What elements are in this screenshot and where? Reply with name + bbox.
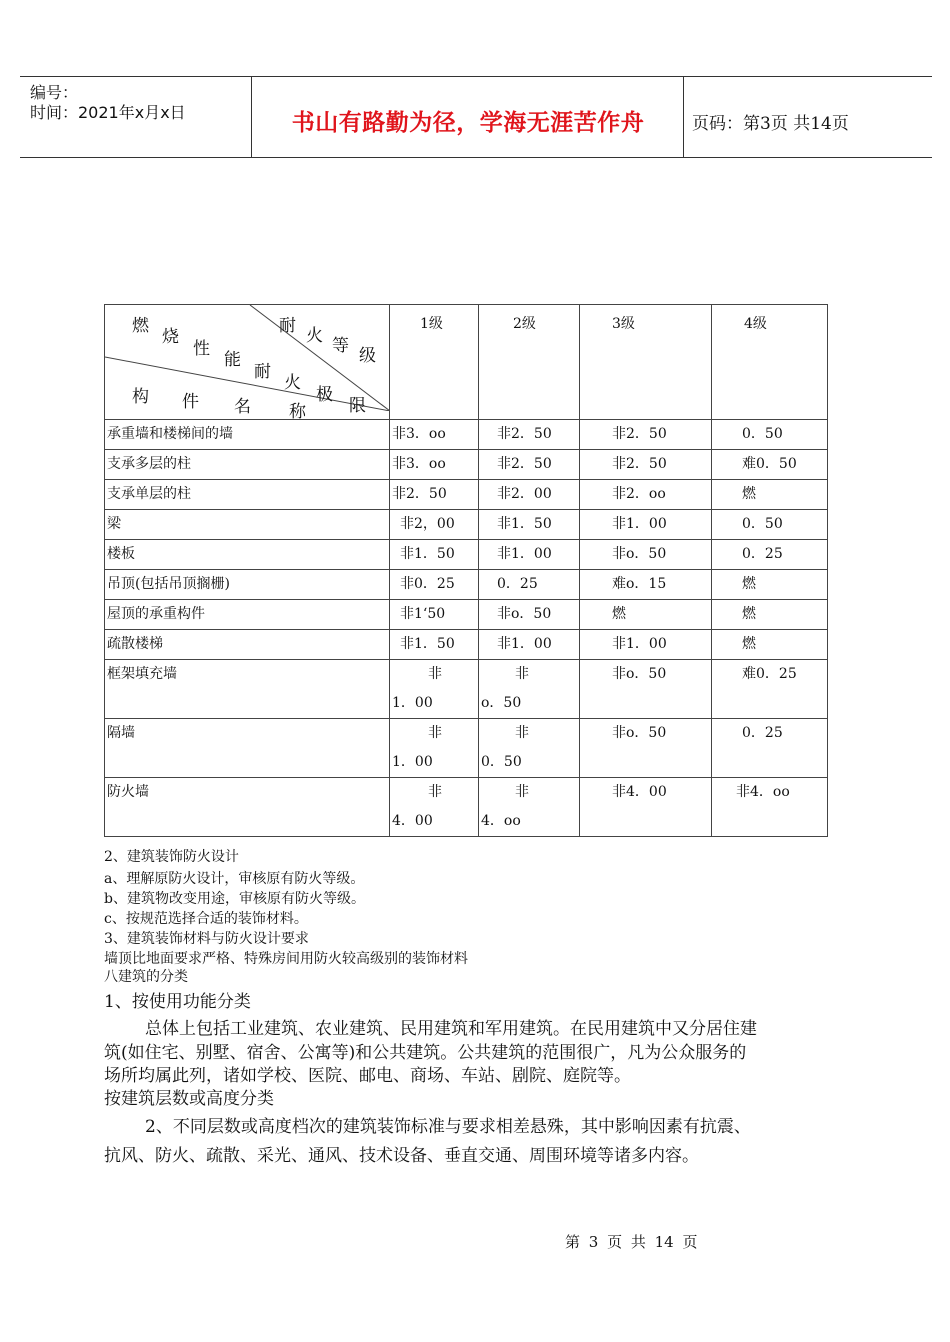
cell-line: 非 (515, 666, 529, 682)
table-cell (479, 660, 580, 719)
diagonal-char: 烧 (162, 327, 179, 347)
diagonal-char: 能 (224, 350, 241, 370)
component-name: 屋顶的承重构件 (105, 600, 390, 630)
table-cell: 非1．00 (479, 540, 580, 570)
number-label: 编号： (30, 83, 79, 102)
diagonal-char: 名 (234, 397, 251, 417)
paragraph-line: 总体上包括工业建筑、农业建筑、民用建筑和军用建筑。在民用建筑中又分居住建 (145, 1019, 757, 1039)
diagonal-char: 件 (182, 392, 199, 412)
header-meta (30, 83, 186, 123)
diagonal-char: 火 (306, 326, 323, 346)
table-cell: 难0．50 (712, 450, 828, 480)
table-cell: 非o．50 (580, 540, 712, 570)
table-cell: 非2．50 (580, 450, 712, 480)
list-item: c、按规范选择合适的装饰材料。 (104, 911, 308, 927)
table-row (105, 719, 828, 778)
table-cell: 非3．oo (390, 450, 479, 480)
cell-line: 非 (428, 725, 442, 741)
table-cell (479, 778, 580, 837)
table-cell: 非0．25 (390, 570, 479, 600)
cell-line: 非 (515, 725, 529, 741)
cell-line: 非 (428, 784, 442, 800)
fire-resistance-table (104, 304, 828, 837)
table-row (105, 600, 828, 630)
paragraph-line: 墙顶比地面要求严格、特殊房间用防火较高级别的装饰材料 (104, 951, 468, 967)
table-cell: 非o．50 (479, 600, 580, 630)
table-cell: 0．25 (712, 719, 828, 778)
table-cell: 非o．50 (580, 660, 712, 719)
table-cell: 非1．50 (390, 540, 479, 570)
paragraph-line: 抗风、防火、疏散、采光、通风、技术设备、垂直交通、周围环境等诸多内容。 (104, 1146, 699, 1166)
diagonal-char: 限 (349, 396, 366, 416)
component-name: 框架填充墙 (105, 660, 390, 719)
diagonal-char: 耐 (254, 362, 271, 382)
header-page-number: 页码：第3页 共14页 (692, 114, 849, 134)
table-cell: 非2．50 (479, 420, 580, 450)
cell-line: 1．00 (392, 695, 433, 711)
cell-line: 0．50 (481, 754, 522, 770)
table-cell: 非4．00 (580, 778, 712, 837)
table-cell: 非2．50 (580, 420, 712, 450)
table-row (105, 420, 828, 450)
table-cell: 非1．50 (390, 630, 479, 660)
table-cell: 非1．00 (479, 630, 580, 660)
table-cell: 非2．50 (479, 450, 580, 480)
diagonal-char: 级 (359, 346, 376, 366)
diagonal-char: 极 (316, 385, 333, 405)
diagonal-char: 称 (289, 402, 306, 422)
table-cell: 燃 (712, 630, 828, 660)
paragraph-line: 2、不同层数或高度档次的建筑装饰标准与要求相差悬殊，其中影响因素有抗震、 (145, 1117, 751, 1137)
table-cell (390, 719, 479, 778)
table-row (105, 480, 828, 510)
table-cell: 非2，00 (390, 510, 479, 540)
paragraph-line: 筑(如住宅、别墅、宿舍、公寓等)和公共建筑。公共建筑的范围很广，凡为公众服务的 (104, 1043, 747, 1063)
header-divider (683, 77, 684, 157)
diagonal-header-cell (105, 305, 390, 420)
diagonal-char: 性 (193, 339, 210, 359)
table-cell: 0．50 (712, 420, 828, 450)
component-name: 楼板 (105, 540, 390, 570)
cell-line: 1．00 (392, 754, 433, 770)
table-cell: 非2．50 (390, 480, 479, 510)
component-name: 梁 (105, 510, 390, 540)
table-row (105, 778, 828, 837)
cell-line: 4．00 (392, 813, 433, 829)
table-cell: 燃 (712, 570, 828, 600)
cell-line: 非 (515, 784, 529, 800)
component-name: 防火墙 (105, 778, 390, 837)
section-heading: 2、建筑装饰防火设计 (104, 849, 239, 865)
table-cell (479, 719, 580, 778)
component-name: 疏散楼梯 (105, 630, 390, 660)
table-row (105, 540, 828, 570)
diagonal-char: 构 (132, 387, 149, 407)
table-row (105, 510, 828, 540)
component-name: 支承单层的柱 (105, 480, 390, 510)
header-motto: 书山有路勤为径，学海无涯苦作舟 (291, 109, 645, 136)
table-cell: 非1．00 (580, 630, 712, 660)
level-header: 3级 (580, 305, 712, 420)
table-cell: 0．25 (479, 570, 580, 600)
table-cell (390, 778, 479, 837)
diagonal-char: 等 (332, 336, 349, 356)
table-cell: 非o．50 (580, 719, 712, 778)
component-name: 吊顶(包括吊顶搁栅) (105, 570, 390, 600)
level-header: 1级 (390, 305, 479, 420)
table-row (105, 570, 828, 600)
table-cell: 非1．50 (479, 510, 580, 540)
component-name: 隔墙 (105, 719, 390, 778)
table-cell: 0．50 (712, 510, 828, 540)
component-name: 承重墙和楼梯间的墙 (105, 420, 390, 450)
list-item: b、建筑物改变用途，审核原有防火等级。 (104, 891, 365, 907)
table-header-row (105, 305, 828, 420)
section-heading: 3、建筑装饰材料与防火设计要求 (104, 931, 309, 947)
table-row (105, 660, 828, 719)
diagonal-char: 耐 (279, 316, 296, 336)
page-footer: 第 3 页 共 14 页 (565, 1233, 698, 1251)
table-row (105, 630, 828, 660)
section-heading: 按建筑层数或高度分类 (104, 1089, 274, 1109)
table-cell: 非1．00 (580, 510, 712, 540)
table-row (105, 450, 828, 480)
table-cell: 燃 (580, 600, 712, 630)
diagonal-char: 燃 (132, 316, 149, 336)
list-item: a、理解原防火设计，审核原有防火等级。 (104, 871, 365, 887)
cell-line: o．50 (481, 695, 522, 711)
document-header (20, 76, 932, 158)
table-cell (390, 660, 479, 719)
cell-line: 非 (428, 666, 442, 682)
table-cell: 非3．oo (390, 420, 479, 450)
paragraph-line: 场所均属此列，诸如学校、医院、邮电、商场、车站、剧院、庭院等。 (104, 1066, 631, 1086)
component-name: 支承多层的柱 (105, 450, 390, 480)
time-label: 时间：2021年x月x日 (30, 103, 186, 122)
table-cell: 难0．25 (712, 660, 828, 719)
table-cell: 非4．oo (712, 778, 828, 837)
table-cell: 燃 (712, 600, 828, 630)
level-header: 2级 (479, 305, 580, 420)
cell-line: 4．oo (481, 813, 521, 829)
section-heading: 八建筑的分类 (104, 969, 188, 985)
table-cell: 非2．oo (580, 480, 712, 510)
section-heading: 1、按使用功能分类 (104, 992, 251, 1012)
level-header: 4级 (712, 305, 828, 420)
table-cell: 非1‘50 (390, 600, 479, 630)
diagonal-char: 火 (284, 373, 301, 393)
table-cell: 非2．00 (479, 480, 580, 510)
table-cell: 燃 (712, 480, 828, 510)
table-cell: 0．25 (712, 540, 828, 570)
table-cell: 难o．15 (580, 570, 712, 600)
